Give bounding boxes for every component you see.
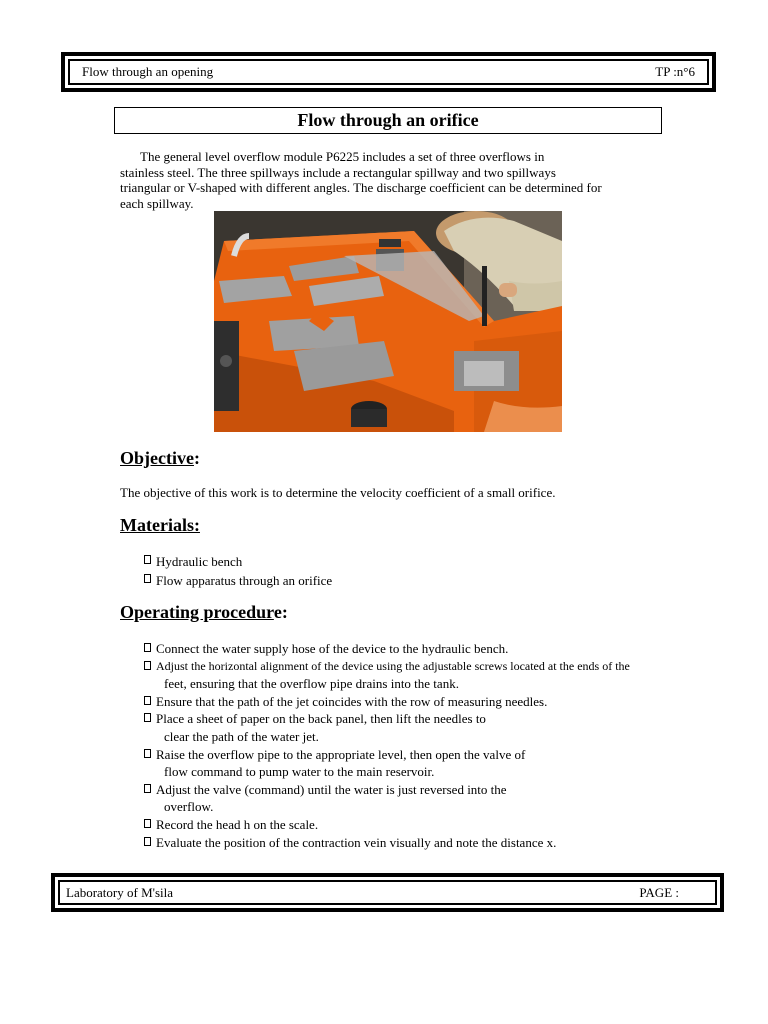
header-tp-number: TP :n°6 — [655, 64, 695, 79]
list-item: Flow apparatus through an orifice — [144, 571, 332, 590]
footer-laboratory: Laboratory of M'sila — [66, 884, 174, 900]
list-item: Record the head h on the scale. — [144, 816, 630, 834]
list-item: Ensure that the path of the jet coincides with the row of measuring needles. — [144, 693, 630, 711]
bullet-box-icon — [144, 784, 151, 793]
bullet-box-icon — [144, 819, 151, 828]
intro-line-3: triangular or V-shaped with different angles. The discharge coefficient can be determined for — [120, 180, 602, 195]
objective-text: The objective of this work is to determine the velocity coefficient of a small orifice. — [120, 485, 556, 500]
document-title-text: Flow through an orifice — [297, 110, 479, 130]
list-item: Adjust the horizontal alignment of the device using the adjustable screws located at the ends of the feet, ensuring that the overflow pipe drains into the tank. — [144, 658, 630, 693]
bullet-box-icon — [144, 574, 151, 583]
list-item: Connect the water supply hose of the device to the hydraulic bench. — [144, 640, 630, 658]
bullet-box-icon — [144, 643, 151, 652]
list-item: Adjust the valve (command) until the water is just reversed into the overflow. — [144, 781, 630, 816]
intro-line-1: The general level overflow module P6225 includes a set of three overflows in — [140, 149, 545, 164]
document-title — [114, 107, 662, 134]
intro-line-4: each spillway. — [120, 195, 194, 211]
bullet-box-icon — [144, 749, 151, 758]
page-footer-inner — [58, 880, 717, 905]
header-title: Flow through an opening — [82, 64, 214, 79]
bullet-box-icon — [144, 661, 151, 670]
intro-paragraph — [120, 149, 630, 211]
list-item: Place a sheet of paper on the back panel, then lift the needles to clear the path of the water jet. — [144, 710, 630, 745]
page-header — [61, 52, 716, 92]
bullet-box-icon — [144, 555, 151, 564]
list-item: Evaluate the position of the contraction vein visually and note the distance x. — [144, 834, 630, 852]
list-item: Hydraulic bench — [144, 552, 332, 571]
footer-page-label: PAGE : — [639, 884, 679, 900]
procedure-list — [144, 640, 630, 851]
page-header-inner — [68, 59, 709, 85]
bullet-box-icon — [144, 696, 151, 705]
materials-heading: Materials: — [120, 515, 200, 535]
list-item: Raise the overflow pipe to the appropriate level, then open the valve of flow command to pump water to the main reservoir. — [144, 746, 630, 781]
intro-line-2: stainless steel. The three spillways include a rectangular spillway and two spillways — [120, 164, 556, 180]
apparatus-photo — [214, 211, 562, 432]
bullet-box-icon — [144, 837, 151, 846]
page-footer — [51, 873, 724, 912]
materials-list — [144, 552, 332, 590]
apparatus-illustration — [214, 211, 562, 432]
bullet-box-icon — [144, 713, 151, 722]
procedure-heading: Operating procedure: — [120, 602, 288, 622]
objective-heading: Objective: — [120, 448, 200, 468]
